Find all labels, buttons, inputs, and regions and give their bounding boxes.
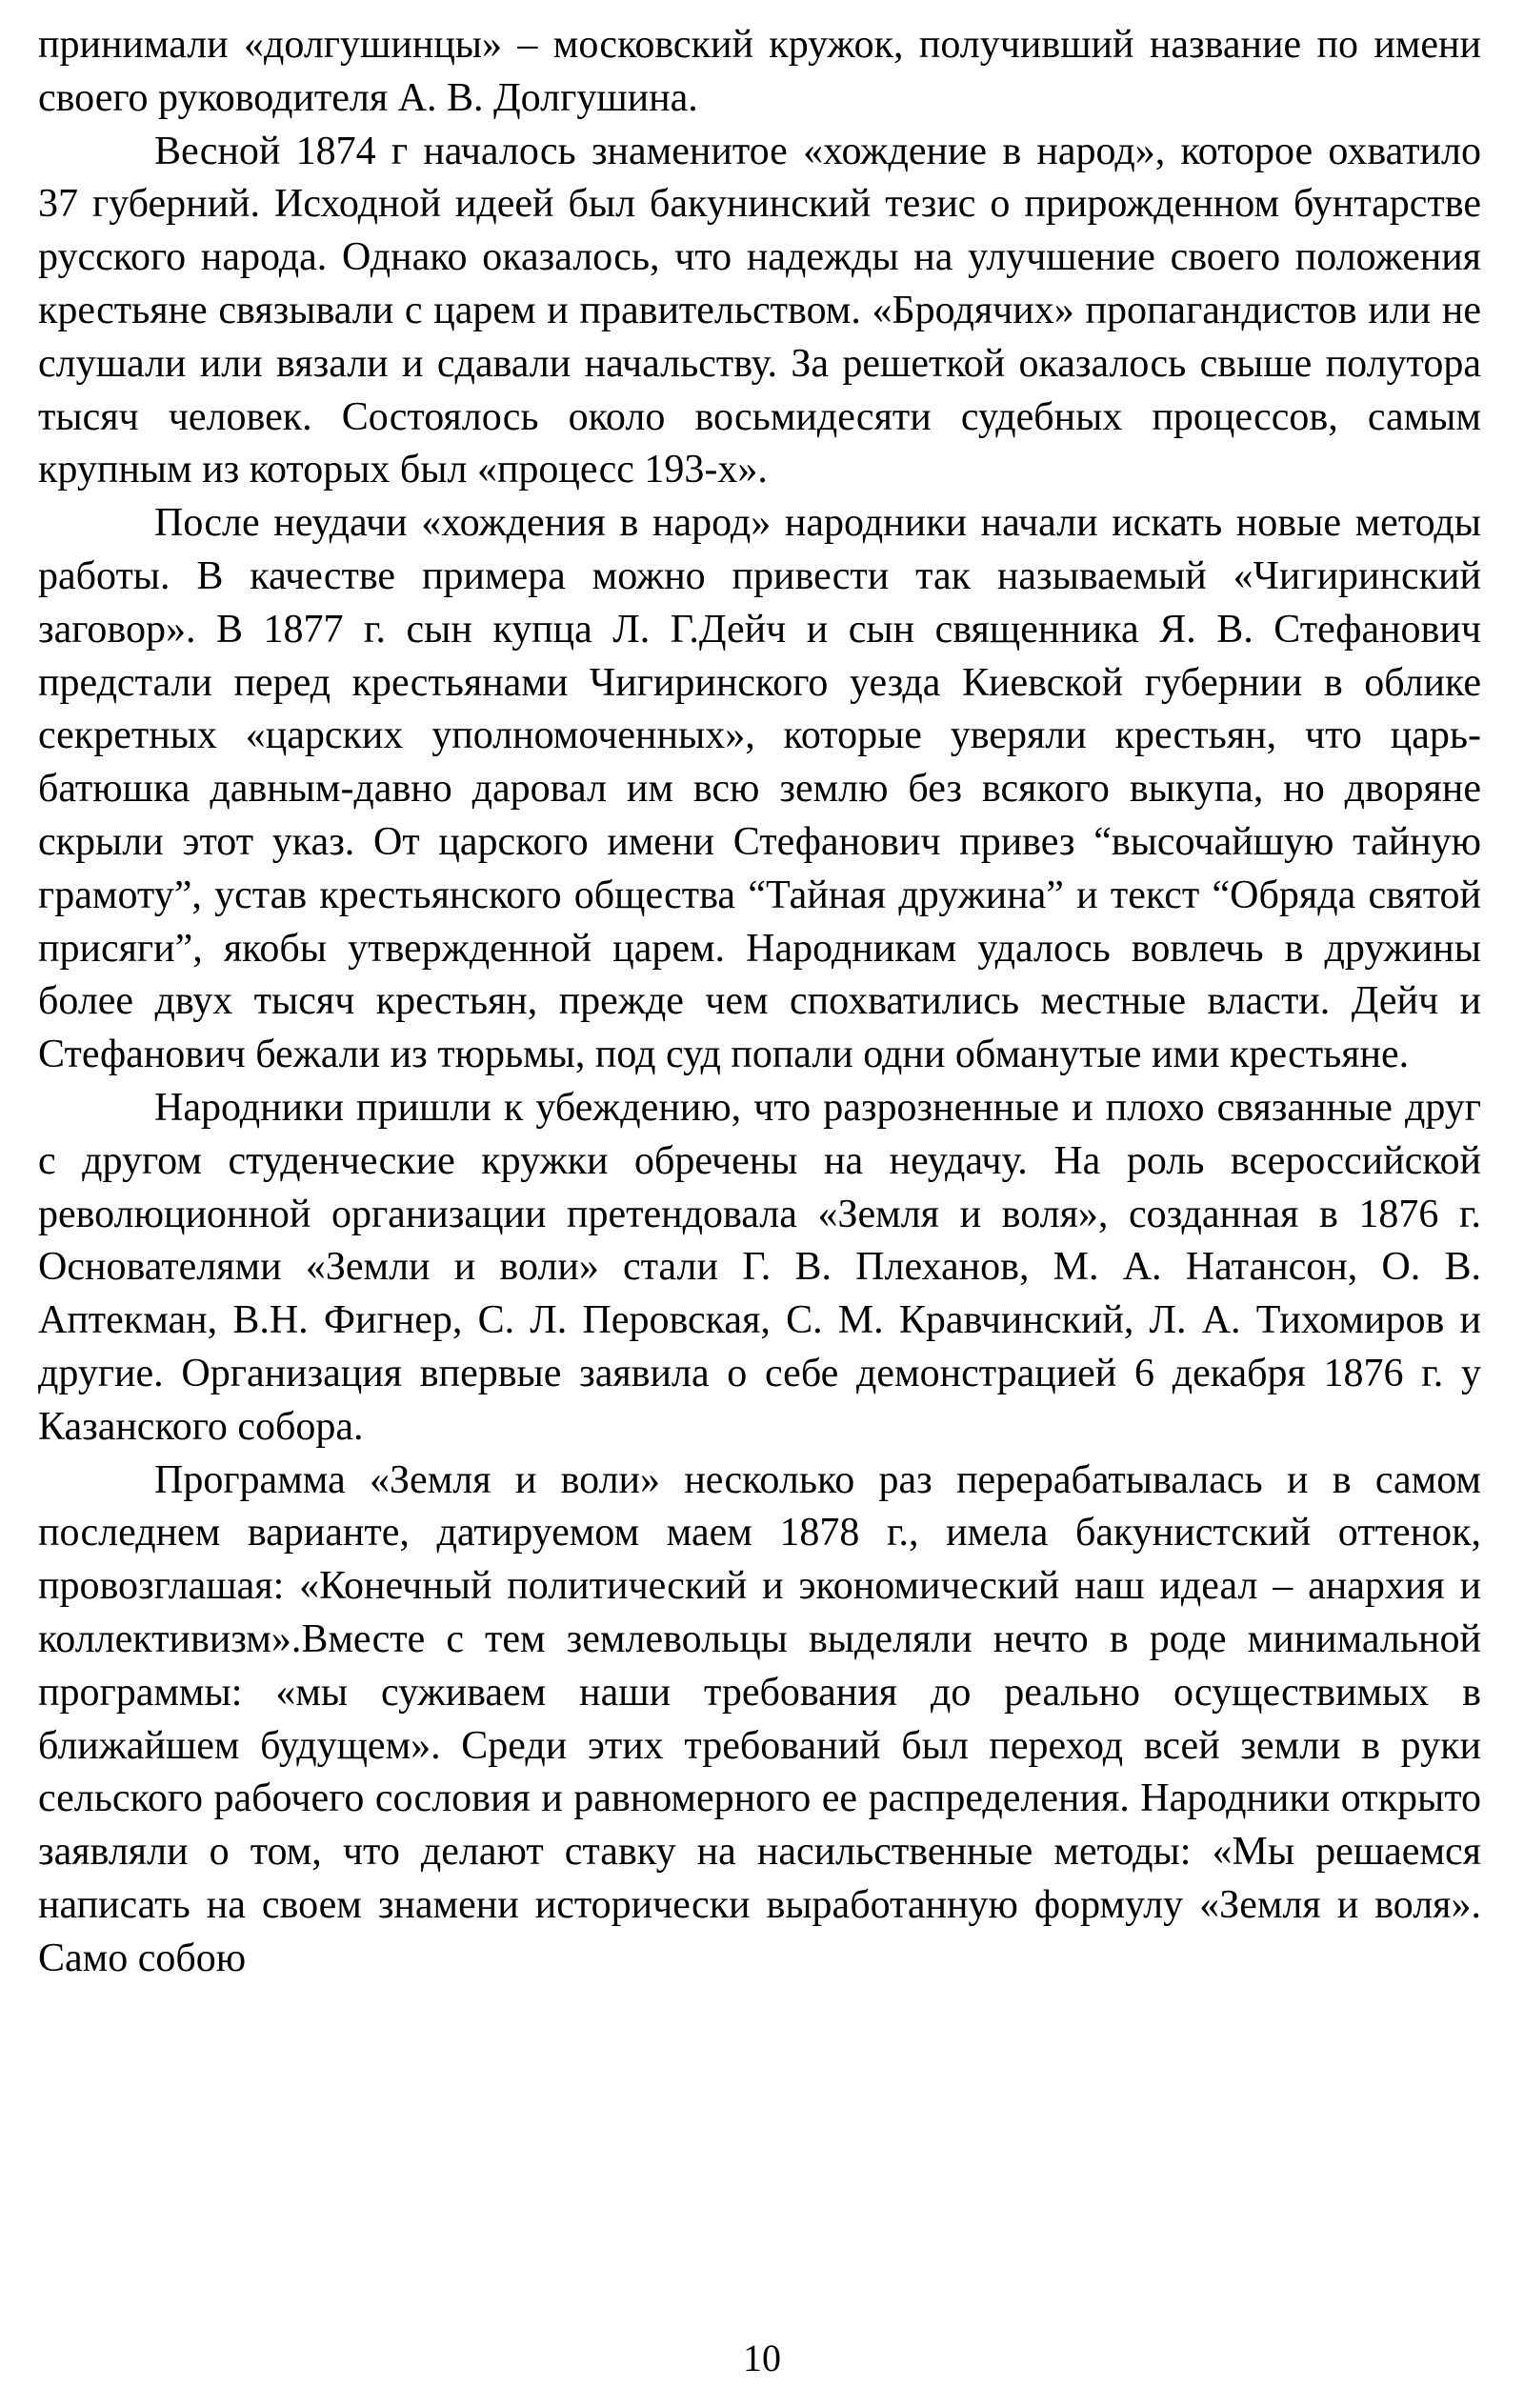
paragraph-dolgushintsy: принимали «долгушинцы» – московский кружок, получивший название по имени своего руководителя А. В. Долгушина. bbox=[38, 23, 1481, 120]
paragraph-land-and-liberty-program: Программа «Земля и воли» несколько раз перерабатывалась и в самом последнем варианте, датируемом маем 1878 г., имела бакунистский оттенок, провозглашая: «Конечный политический и экономический наш идеал – анархия и коллективизм».Вместе с тем землевольцы выделяли нечто в роде минимальной программы: «мы суживаем наши требования до реально осуществимых в ближайшем будущем». Среди этих требований был переход всей земли в руки сельского рабочего сословия и равномерного ее распределения. Народники открыто заявляли о том, что делают ставку на насильственные методы: «Мы решаемся написать на своем знамени исторически выработанную формулу «Земля и воля». Само собою bbox=[38, 1457, 1481, 1980]
document-page bbox=[38, 19, 1481, 1985]
paragraph-land-and-liberty-founding: Народники пришли к убеждению, что разрозненные и плохо связанные друг с другом студенческие кружки обречены на неудачу. На роль всероссийской революционной организации претендовала «Земля и воля», созданная в 1876 г. Основателями «Земли и воли» стали Г. В. Плеханов, М. А. Натансон, О. В. Аптекман, В.Н. Фигнер, С. Л. Перовская, С. М. Кравчинский, Л. А. Тихомиров и другие. Организация впервые заявила о себе демонстрацией 6 декабря 1876 г. у Казанского собора. bbox=[38, 1085, 1481, 1449]
paragraph-going-to-the-people: Весной 1874 г началось знаменитое «хождение в народ», которое охватило 37 губерний. Исходной идеей был бакунинский тезис о прирожденном бунтарстве русского народа. Однако оказалось, что надежды на улучшение своего положения крестьяне связывали с царем и правительством. «Бродячих» пропагандистов или не слушали или вязали и сдавали начальству. За решеткой оказалось свыше полутора тысяч человек. Состоялось около восьмидесяти судебных процессов, самым крупным из которых был «процесс 193-х». bbox=[38, 129, 1481, 492]
page-number: 10 bbox=[743, 2337, 781, 2379]
paragraph-chigirin-conspiracy: После неудачи «хождения в народ» народники начали искать новые методы работы. В качестве примера можно привести так называемый «Чигиринский заговор». В 1877 г. сын купца Л. Г.Дейч и сын священника Я. В. Стефанович предстали перед крестьянами Чигиринского уезда Киевской губернии в облике секретных «царских уполномоченных», которые уверяли крестьян, что царь-батюшка давным-давно даровал им всю землю без всякого выкупа, но дворяне скрыли этот указ. От царского имени Стефанович привез “высочайшую тайную грамоту”, устав крестьянского общества “Тайная дружина” и текст “Обряда святой присяги”, якобы утвержденной царем. Народникам удалось вовлечь в дружины более двух тысяч крестьян, прежде чем спохватились местные власти. Дейч и Стефанович бежали из тюрьмы, под суд попали одни обманутые ими крестьяне. bbox=[38, 501, 1481, 1077]
